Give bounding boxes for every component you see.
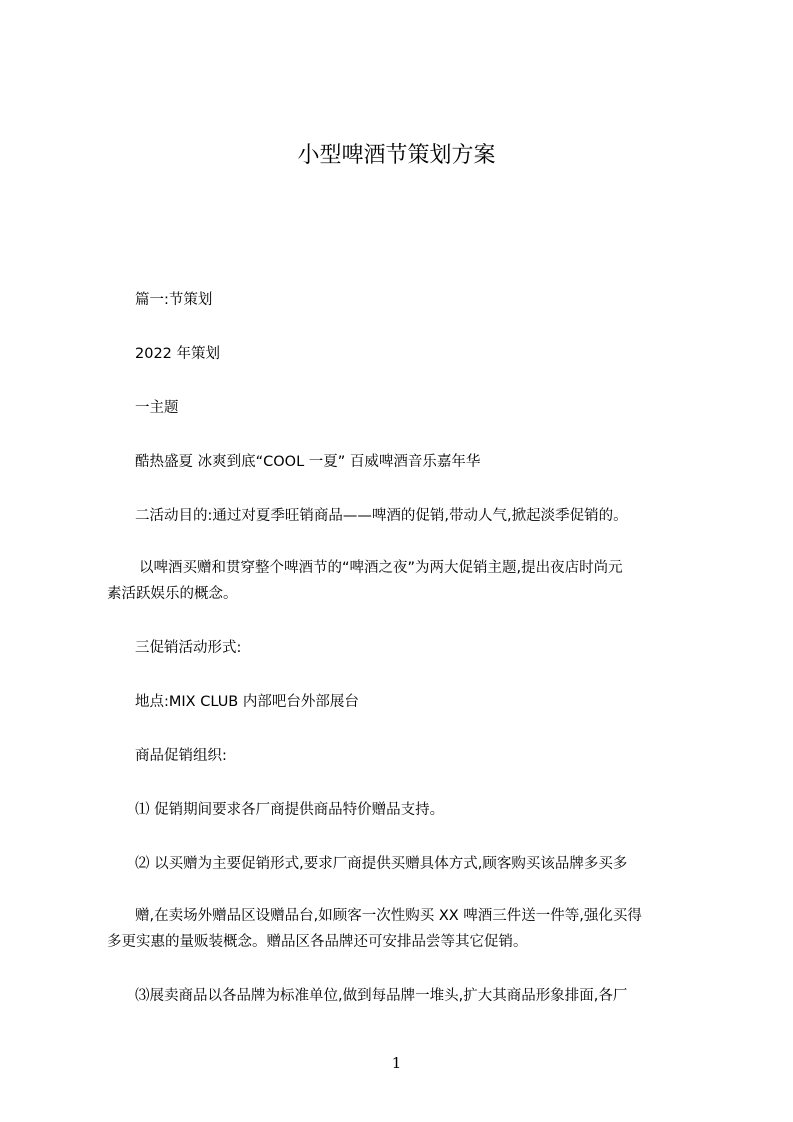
section-heading: 一主题 xyxy=(135,400,179,416)
paragraph-continuation: 素活跃娱乐的概念。 xyxy=(107,586,238,602)
paragraph: 酷热盛夏 冰爽到底“COOL 一夏” 百威啤酒音乐嘉年华 xyxy=(135,454,481,470)
paragraph: 2022 年策划 xyxy=(135,346,221,362)
list-item-continuation: 赠,在卖场外赠品区设赠品台,如顾客一次性购买 XX 啤酒三件送一件等,强化买得 xyxy=(135,908,642,924)
list-item: ⑵ 以买赠为主要促销形式,要求厂商提供买赠具体方式,顾客购买该品牌多买多 xyxy=(135,856,628,872)
paragraph: 二活动目的:通过对夏季旺销商品——啤酒的促销,带动人气,掀起淡季促销的。 xyxy=(135,508,628,524)
paragraph: 商品促销组织: xyxy=(135,748,227,764)
section-heading: 三促销活动形式: xyxy=(135,640,242,656)
paragraph: 以啤酒买赠和贯穿整个啤酒节的“啤酒之夜”为两大促销主题,提出夜店时尚元 xyxy=(139,560,623,576)
section-heading: 篇一:节策划 xyxy=(135,292,213,308)
list-item: ⑴ 促销期间要求各厂商提供商品特价赠品支持。 xyxy=(135,802,445,818)
list-item-continuation: 多更实惠的量贩装概念。赠品区各品牌还可安排品尝等其它促销。 xyxy=(107,934,528,950)
list-item: ⑶展卖商品以各品牌为标准单位,做到每品牌一堆头,扩大其商品形象排面,各厂 xyxy=(135,988,628,1004)
document-title: 小型啤酒节策划方案 xyxy=(297,143,496,168)
page-number: 1 xyxy=(391,1054,402,1072)
paragraph: 地点:MIX CLUB 内部吧台外部展台 xyxy=(135,694,359,710)
